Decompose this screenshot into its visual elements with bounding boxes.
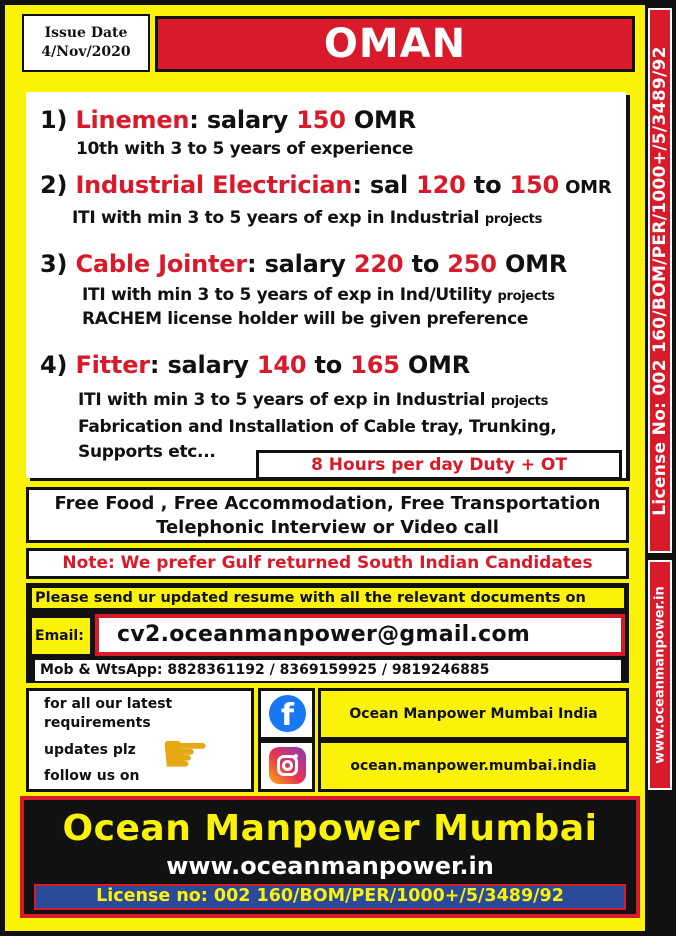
facebook-icon-box[interactable] (258, 688, 315, 740)
jobs-panel (26, 92, 626, 478)
job-name: Linemen (75, 106, 190, 134)
preference-note: Note: We prefer Gulf returned South Indian Candidates (26, 548, 629, 579)
facebook-icon[interactable]: f (269, 695, 306, 732)
issue-date-label: Issue Date (44, 25, 128, 41)
email-link[interactable]: cv2.oceanmanpower@gmail.com (99, 618, 621, 652)
interview-line: Telephonic Interview or Video call (156, 517, 499, 538)
job-name: Fitter (75, 351, 150, 379)
job-title-3: 3) Cable Jointer: salary 220 to 250 OMR (40, 250, 568, 278)
side-license-text: License No: 002 160/BOM/PER/1000+/5/3489/92 (650, 45, 670, 516)
job-requirement: ITI with min 3 to 5 years of exp in Industrial projects (72, 208, 543, 228)
instagram-handle[interactable]: ocean.manpower.mumbai.india (318, 740, 629, 792)
salary-min: 120 (416, 171, 466, 199)
issue-date-box (22, 14, 150, 72)
salary-min: 140 (256, 351, 307, 379)
follow-text-line: updates plz (44, 742, 136, 758)
job-requirement: RACHEM license holder will be given preference (82, 309, 529, 329)
duty-hours-box: 8 Hours per day Duty + OT (256, 450, 622, 480)
salary-min: 150 (296, 106, 346, 134)
company-website[interactable]: www.oceanmanpower.in (166, 852, 494, 880)
email-label: Email: (32, 618, 90, 654)
side-license-banner (648, 8, 672, 553)
footer-license: License no: 002 160/BOM/PER/1000+/5/3489/92 (34, 884, 626, 910)
job-title-2: 2) Industrial Electrician: sal 120 to 150 OMR (40, 171, 612, 199)
job-requirement: ITI with min 3 to 5 years of exp in Ind/Utility projects (82, 285, 555, 305)
company-name: Ocean Manpower Mumbai (62, 808, 598, 849)
salary-max: 250 (447, 250, 497, 278)
salary-min: 220 (353, 250, 404, 278)
follow-text-line: requirements (44, 715, 151, 731)
follow-us-box (26, 688, 254, 792)
mobile-numbers: Mob & WtsApp: 8828361192 / 8369159925 / 9819246885 (35, 660, 621, 681)
job-title-4: 4) Fitter: salary 140 to 165 OMR (40, 351, 471, 379)
instagram-icon-box[interactable] (258, 740, 315, 792)
instagram-icon[interactable] (269, 747, 306, 784)
follow-text-line: follow us on (44, 768, 140, 784)
job-requirement: 10th with 3 to 5 years of experience (76, 139, 414, 159)
job-requirement: ITI with min 3 to 5 years of exp in Industrial projects (78, 390, 549, 410)
email-box (95, 614, 625, 656)
job-name: Cable Jointer (75, 250, 248, 278)
job-requirement: Fabrication and Installation of Cable tray, Trunking, (78, 417, 557, 437)
salary-max: 150 (509, 171, 560, 199)
benefits-box (26, 487, 629, 543)
side-website-banner (648, 560, 672, 790)
pointing-hand-icon: ☛ (160, 722, 211, 787)
job-name: Industrial Electrician (75, 171, 353, 199)
benefits-line: Free Food , Free Accommodation, Free Transportation (54, 493, 601, 514)
salary-max: 165 (350, 351, 400, 379)
job-title-1: 1) Linemen: salary 150 OMR (40, 106, 417, 134)
job-requirement: Supports etc... (78, 442, 216, 462)
follow-text-line: for all our latest (44, 696, 173, 712)
footer-banner (20, 796, 640, 918)
send-resume-text: Please send ur updated resume with all the relevant documents on (32, 588, 624, 608)
facebook-page-name[interactable]: Ocean Manpower Mumbai India (318, 688, 629, 740)
country-title-box (155, 16, 635, 72)
issue-date-value: 4/Nov/2020 (41, 44, 131, 60)
country-title: OMAN (323, 21, 467, 67)
side-website-text: www.oceanmanpower.in (652, 586, 668, 764)
